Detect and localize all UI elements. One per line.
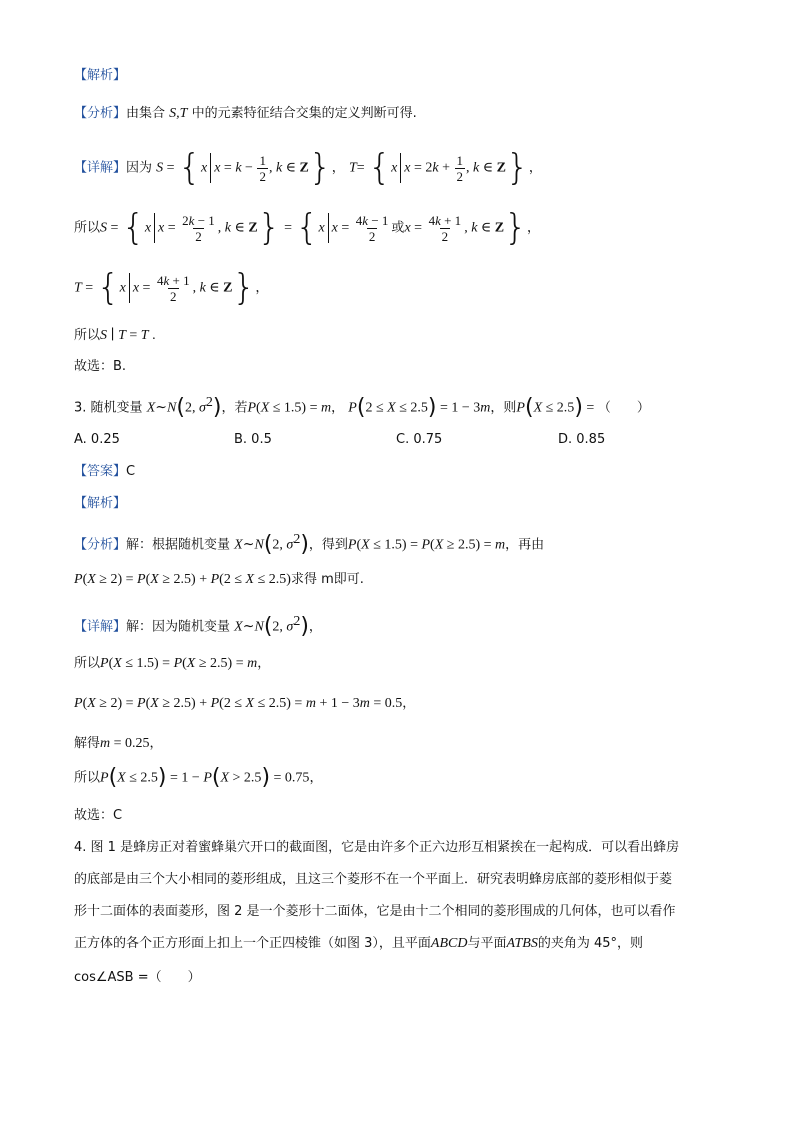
detail-tag: 【详解】 bbox=[74, 160, 127, 176]
detail-line-3e: 所以P(X ≤ 2.5) = 1 − P(X > 2.5) = 0.75， bbox=[74, 765, 323, 790]
answer-tag: 【答案】 bbox=[74, 464, 127, 479]
question-4-line-2: 的底部是由三个大小相同的菱形组成，且这三个菱形不在一个平面上．研究表明蜂房底部的菱形相似于菱 bbox=[74, 872, 673, 887]
detail-line-1: 【详解】因为 S = {x x = k − $\frac{1}{2}$ , k ∈ Z}， T= {x x = 2k + $\frac{1}{2}$ , k ∈ Z}， bbox=[74, 147, 542, 188]
question-4-line-3: 形十二面体的表面菱形，图 2 是一个菱形十二面体，它是由十二个相同的菱形围成的几何体，也可以看作 bbox=[74, 904, 676, 919]
analysis-line-3: 【分析】解：根据随机变量 X∼N(2, $\sigma^2$)，得到P(X ≤ 1.5) = P(X ≥ 2.5) = m，再由 bbox=[74, 531, 545, 557]
question-4-line-4: 正方体的各个正方形面上扣上一个正四棱锥（如图 3），且平面ABCD与平面ATBS的夹角为 45°，则 bbox=[74, 936, 644, 951]
detail-line-3: T = {x x = $\frac{4k + 1}{2}$ , k ∈ Z}， bbox=[74, 267, 269, 308]
option-a: A. 0.25 bbox=[74, 432, 120, 447]
option-d: D. 0.85 bbox=[558, 432, 606, 447]
analysis-line: 【分析】由集合 S,T 中的元素特征结合交集的定义判断可得. bbox=[74, 106, 417, 121]
analysis-header: 【解析】 bbox=[74, 68, 127, 83]
analysis-line-3b: P(X ≥ 2) = P(X ≥ 2.5) + P(2 ≤ X ≤ 2.5)求得 m即可. bbox=[74, 572, 364, 587]
question-4-line-5: cos∠ASB =（ ） bbox=[74, 970, 201, 985]
option-b: B. 0.5 bbox=[234, 432, 272, 447]
question-4-line-1: 4. 图 1 是蜂房正对着蜜蜂巢穴开口的截面图，它是由许多个正六边形互相紧挨在一起构成．可以看出蜂房 bbox=[74, 840, 680, 855]
question-3-stem: 3. 随机变量 X∼N(2, $\sigma^2$)，若P(X ≤ 1.5) = m， P(2 ≤ X ≤ 2.5) = 1 − 3m，则P(X ≤ 2.5) = （ ） bbox=[74, 394, 650, 420]
answer-line: 【答案】C bbox=[74, 464, 136, 479]
detail-line-3c: P(X ≥ 2) = P(X ≥ 2.5) + P(2 ≤ X ≤ 2.5) = m + 1 − 3m = 0.5， bbox=[74, 696, 416, 711]
detail-line-3b: 所以P(X ≤ 1.5) = P(X ≥ 2.5) = m， bbox=[74, 656, 271, 671]
detail-line-4: 所以S ∣ T = T . bbox=[74, 328, 156, 343]
detail-line-3d: 解得m = 0.25， bbox=[74, 736, 163, 751]
option-c: C. 0.75 bbox=[396, 432, 443, 447]
choice-answer-3: 故选：C bbox=[74, 808, 123, 823]
analysis-tag: 【分析】 bbox=[74, 106, 127, 121]
choice-answer-2: 故选：B. bbox=[74, 359, 127, 374]
analysis-header-3: 【解析】 bbox=[74, 496, 127, 511]
detail-line-2: 所以S = {x x = $\frac{2k - 1}{2}$ , k ∈ Z} = {x x = $\frac{4k - 1}{2}$ 或x = $\frac{4k + 1}{2}$ , k ∈ Z}， bbox=[74, 207, 541, 248]
detail-line-3a: 【详解】解：因为随机变量 X∼N(2, $\sigma^2$)， bbox=[74, 613, 322, 639]
